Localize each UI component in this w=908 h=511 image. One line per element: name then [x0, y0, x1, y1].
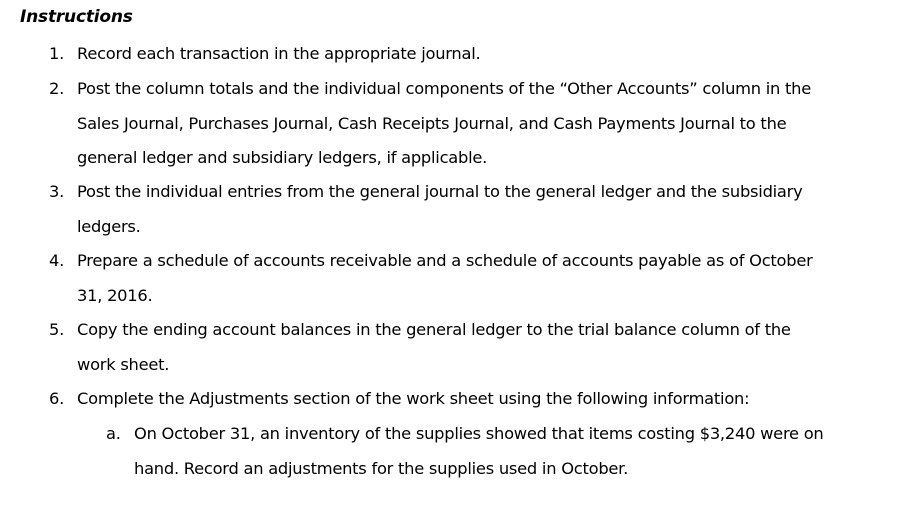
subitem-text: On October 31, an inventory of the supplies showed that items costing $3,240 were on hand. Record an adjustments for the supplies used in October.: [134, 424, 824, 478]
item-number: 5.: [49, 320, 65, 339]
instruction-item-2: [49, 72, 879, 176]
item-text: Post the column totals and the individual components of the “Other Accounts” column in the Sales Journal, Purchases Journal, Cash Receipts Journal, and Cash Payments Journal to the general ledger and subsidiary ledgers, if applicable.: [77, 79, 811, 167]
item-text: Copy the ending account balances in the general ledger to the trial balance column of the work sheet.: [77, 320, 791, 374]
subitem-letter: a.: [106, 424, 121, 443]
item-number: 1.: [49, 44, 65, 63]
instruction-item-4: [49, 244, 879, 313]
item-text: Prepare a schedule of accounts receivable and a schedule of accounts payable as of October 31, 2016.: [77, 251, 813, 305]
item-number: 2.: [49, 79, 65, 98]
instruction-subitem-a: [106, 417, 908, 486]
instruction-item-3: [49, 175, 879, 244]
item-text: Record each transaction in the appropriate journal.: [77, 44, 481, 63]
item-number: 6.: [49, 389, 65, 408]
instruction-item-5: [49, 313, 879, 382]
item-number: 4.: [49, 251, 65, 270]
item-number: 3.: [49, 182, 65, 201]
item-text: Complete the Adjustments section of the work sheet using the following information:: [77, 389, 750, 408]
instructions-heading: Instructions: [20, 7, 133, 27]
instruction-item-6: [49, 382, 879, 417]
item-text: Post the individual entries from the general journal to the general ledger and the subsidiary ledgers.: [77, 182, 803, 236]
instruction-item-1: [49, 37, 879, 72]
